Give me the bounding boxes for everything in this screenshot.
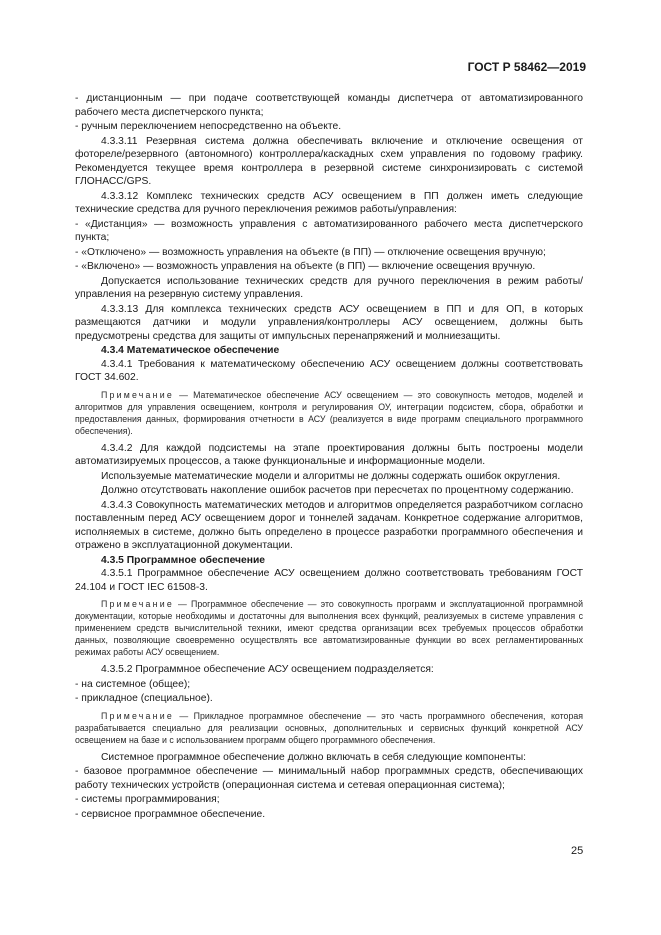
paragraph: 4.3.5.2 Программное обеспечение АСУ освещением подразделяется: [101, 664, 434, 675]
list-item: - базовое программное обеспечение — минимальный набор программных средств, обеспечивающих работу технических устройств (операционная система и сетевая операционная система); [75, 766, 583, 791]
paragraph: 4.3.4.3 Совокупность математических методов и алгоритмов определяется разработчиком согласно поставленным перед АСУ освещением дорог и тоннелей задачам. Конкретное содержание алгоритмов, исполняемых в системе, должно быть определено в процессе разработки программного обеспечения и отражено в эксплуатационной документации. [75, 499, 583, 551]
note-paragraph [75, 598, 583, 658]
list-item: - сервисное программное обеспечение. [75, 808, 266, 820]
note-paragraph [75, 710, 583, 746]
document-id-header: ГОСТ Р 58462—2019 [467, 60, 586, 74]
list-item: - дистанционным — при подаче соответствующей команды диспетчера от автоматизированного рабочего места диспетчерского пункта; [75, 93, 583, 118]
paragraph: 4.3.4.1 Требования к математическому обеспечению АСУ освещением должны соответствовать ГОСТ 34.602. [75, 358, 583, 383]
list-item: - системы программирования; [75, 794, 220, 805]
paragraph: Должно отсутствовать накопление ошибок расчетов при пересчетах по процентному содержанию. [101, 485, 574, 496]
page-number: 25 [571, 845, 584, 857]
note-text: — Программное обеспечение — это совокупность программ и эксплуатационной программной документации, которые необходимы и достаточны для выполнения всех функций, реализуемых в системе управления с применением средств вычислительной техники, имеют средства организации всех требуемых процессов обработки данных, позволяющие своевременно осуществлять все автоматизированные функции во всех регламентированных режимах работы АСУ освещением. [75, 599, 583, 657]
paragraph: Допускается использование технических средств для ручного переключения в режим работы/управления на резервную систему управления. [75, 275, 583, 300]
paragraph: 4.3.3.11 Резервная система должна обеспечивать включение и отключение освещения от фотореле/резервного (автономного) контроллера/каскадных схем управления по годовому графику. Рекомендуется текущее время контроллера в резервной системе синхронизировать с системой ГЛОНАСС/GPS. [75, 135, 583, 187]
paragraph: 4.3.4.2 Для каждой подсистемы на этапе проектирования должны быть построены модели автоматизируемых процессов, а также функциональные и информационные модели. [75, 442, 583, 467]
note-label: Примечание [101, 710, 174, 721]
list-item: - ручным переключением непосредственно на объекте. [75, 121, 342, 132]
note-label: Примечание [101, 389, 174, 400]
list-item: - «Дистанция» — возможность управления с автоматизированного рабочего места диспетчерского пункта; [75, 218, 583, 243]
section-heading: 4.3.4 Математическое обеспечение [101, 345, 280, 356]
note-text: — Прикладное программное обеспечение — это часть программного обеспечения, которая разрабатывается специально для реализации основных, дополнительных и сервисных функций конкретной АСУ освещением на базе и с использованием программ общего программного обеспечения. [75, 710, 583, 745]
paragraph: 4.3.5.1 Программное обеспечение АСУ освещением должно соответствовать требованиям ГОСТ 24.104 и ГОСТ IEC 61508-3. [75, 568, 583, 593]
document-body [75, 92, 583, 822]
list-item: - на системное (общее); [75, 678, 191, 690]
list-item: - «Включено» — возможность управления на объекте (в ПП) — включение освещения вручную. [75, 261, 536, 272]
paragraph: Используемые математические модели и алгоритмы не должны содержать ошибок округления. [101, 470, 561, 482]
paragraph: Системное программное обеспечение должно включать в себя следующие компоненты: [101, 751, 527, 763]
note-text: — Математическое обеспечение АСУ освещением — это совокупность методов, моделей и алгоритмов для управления освещением, контроля и регулирования ОУ, интеграции подсистем, сбора, обработки и предоставления данных, формирования отчетности в АСУ (реализуется в виде программ специального программного обеспечения). [75, 389, 583, 436]
note-label: Примечание [101, 599, 174, 609]
list-item: - прикладное (специальное). [75, 693, 213, 704]
paragraph: 4.3.3.13 Для комплекса технических средств АСУ освещением в ПП и для ОП, в которых размещаются датчики и модули управления/контроллеры АСУ освещением, должны быть предусмотрены средства для защиты от импульсных перенапряжений и молниезащиты. [75, 303, 583, 342]
section-heading: 4.3.5 Программное обеспечение [101, 554, 266, 566]
note-paragraph [75, 389, 583, 437]
paragraph: 4.3.3.12 Комплекс технических средств АСУ освещением в ПП должен иметь следующие технические средства для ручного переключения режимов работы/управления: [75, 190, 583, 215]
list-item: - «Отключено» — возможность управления на объекте (в ПП) — отключение освещения вручную; [75, 246, 546, 258]
